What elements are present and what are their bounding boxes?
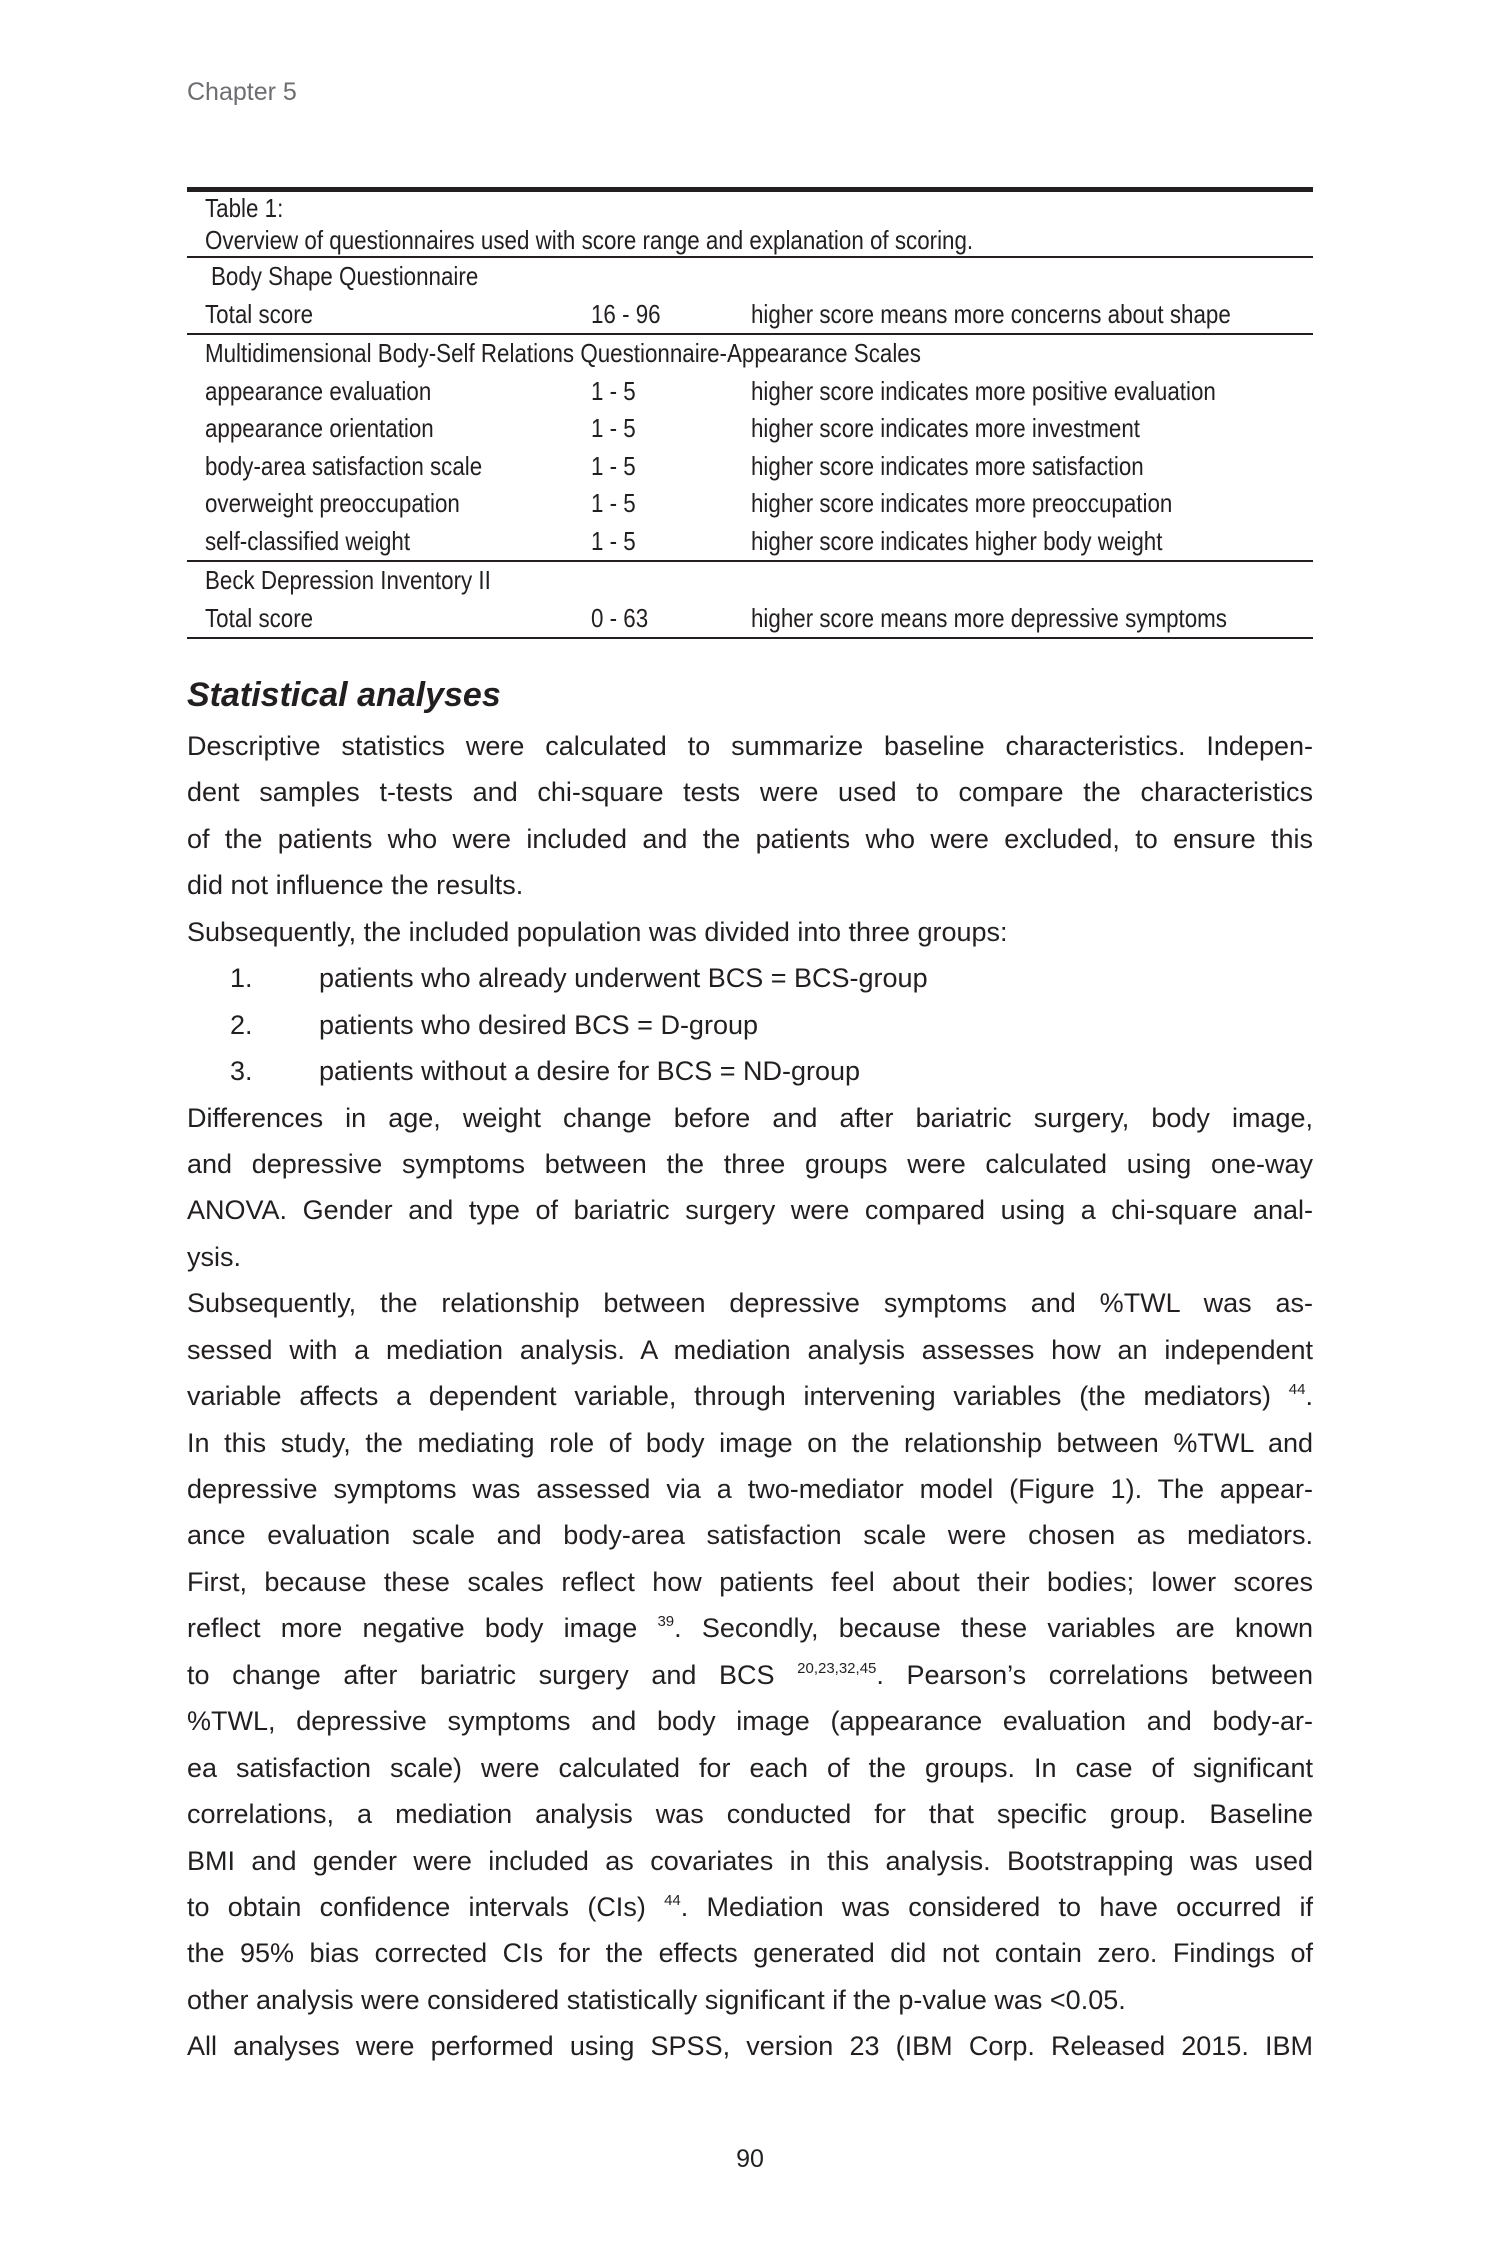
measure-cell: appearance orientation <box>205 413 434 443</box>
measure-cell: body-area satisfaction scale <box>205 450 483 481</box>
text-line <box>187 1745 1313 1791</box>
group-title-text: Beck Depression Inventory II <box>205 565 491 595</box>
text-segment: ance evaluation scale and body-area satisfaction scale were chosen as mediators. <box>187 1520 1313 1551</box>
measure-cell: Total score <box>205 298 314 329</box>
list-item <box>187 1048 1313 1094</box>
range-cell: 1 - 5 <box>591 450 636 481</box>
text-line <box>187 1420 1313 1466</box>
text-segment: . Secondly, because these variables are known <box>674 1613 1313 1644</box>
table-row <box>187 296 1313 334</box>
table-label <box>187 192 1313 224</box>
explanation-cell: higher score indicates higher body weight <box>751 525 1163 556</box>
range-cell: 0 - 63 <box>591 602 649 633</box>
table-rule <box>187 637 1313 639</box>
text-line <box>187 909 1313 955</box>
text-segment: Differences in age, weight change before and after bariatric surgery, body image, <box>187 1102 1313 1133</box>
text-line <box>187 769 1313 815</box>
text-segment: . Pearson’s correlations between <box>876 1659 1313 1690</box>
text-segment: sessed with a mediation analysis. A mediation analysis assesses how an independent <box>187 1334 1313 1365</box>
text-line <box>187 816 1313 862</box>
text-segment: . <box>1305 1381 1313 1412</box>
table-row <box>187 485 1313 523</box>
text-line <box>187 1095 1313 1141</box>
table-caption <box>187 224 1313 256</box>
text-segment: In this study, the mediating role of body image on the relationship between %TWL and <box>187 1427 1313 1458</box>
text-line <box>187 1977 1313 2023</box>
citation-superscript: 44 <box>1288 1381 1306 1399</box>
explanation-cell: higher score indicates more investment <box>751 413 1141 443</box>
range-cell: 16 - 96 <box>591 298 661 329</box>
text-line <box>187 1234 1313 1280</box>
page-number: 90 <box>736 2145 764 2173</box>
citation-superscript: 44 <box>664 1891 681 1909</box>
text-line <box>187 1141 1313 1187</box>
text-segment: dent samples t-tests and chi-square tests were used to compare the characteristics <box>187 777 1313 808</box>
range-cell: 1 - 5 <box>591 413 636 443</box>
section-heading: Statistical analyses <box>187 676 501 714</box>
measure-cell: appearance evaluation <box>205 375 432 406</box>
table-row <box>187 410 1313 448</box>
list-item <box>187 1002 1313 1048</box>
list-text: patients without a desire for BCS = ND-group <box>319 1056 861 1087</box>
range-cell: 1 - 5 <box>591 525 636 556</box>
table-caption-text: Overview of questionnaires used with score range and explanation of scoring. <box>205 225 974 255</box>
text-line <box>187 1652 1313 1698</box>
explanation-cell: higher score means more concerns about shape <box>751 298 1231 329</box>
table-group-title <box>187 258 1313 296</box>
text-line <box>187 1280 1313 1326</box>
citation-superscript: 39 <box>657 1613 675 1631</box>
text-line <box>187 1698 1313 1744</box>
text-segment: correlations, a mediation analysis was conducted for that specific group. Baseline <box>187 1799 1313 1830</box>
text-line <box>187 862 1313 908</box>
table-row <box>187 448 1313 486</box>
table-group-title <box>187 335 1313 373</box>
text-line <box>187 1466 1313 1512</box>
text-segment: depressive symptoms was assessed via a two-mediator model (Figure 1). The appear- <box>187 1474 1313 1504</box>
text-segment: and depressive symptoms between the three groups were calculated using one-way <box>187 1148 1313 1179</box>
text-segment: to change after bariatric surgery and BCS <box>187 1659 798 1690</box>
text-segment: First, because these scales reflect how patients feel about their bodies; lower scores <box>187 1566 1313 1597</box>
text-line <box>187 1187 1313 1233</box>
measure-cell: self-classified weight <box>205 525 411 556</box>
table-label-text: Table 1: <box>205 193 284 223</box>
measure-cell: overweight preoccupation <box>205 488 460 518</box>
list-number: 2. <box>230 1009 253 1040</box>
measure-cell: Total score <box>205 602 314 633</box>
list-number: 1. <box>230 963 253 994</box>
text-segment: ysis. <box>187 1241 241 1272</box>
text-segment: Descriptive statistics were calculated to summarize baseline characteristics. Indepen- <box>187 731 1313 761</box>
text-line <box>187 1559 1313 1605</box>
explanation-cell: higher score indicates more positive evaluation <box>751 375 1216 406</box>
explanation-cell: higher score indicates more preoccupation <box>751 488 1173 518</box>
text-segment: . Mediation was considered to have occurred if <box>680 1891 1314 1922</box>
text-segment: BMI and gender were included as covariates in this analysis. Bootstrapping was used <box>187 1845 1313 1876</box>
explanation-cell: higher score indicates more satisfaction <box>751 450 1144 481</box>
text-segment: Subsequently, the relationship between depressive symptoms and %TWL was as- <box>187 1288 1313 1319</box>
group-title-text: Multidimensional Body-Self Relations Questionnaire-Appearance Scales <box>205 338 921 368</box>
text-segment: %TWL, depressive symptoms and body image (appearance evaluation and body-ar- <box>187 1706 1313 1737</box>
text-segment: reflect more negative body image <box>187 1613 658 1644</box>
text-line <box>187 1327 1313 1373</box>
text-line <box>187 1791 1313 1837</box>
text-line <box>187 1838 1313 1884</box>
table-row <box>187 600 1313 638</box>
list-text: patients who desired BCS = D-group <box>319 1009 758 1040</box>
text-segment: to obtain confidence intervals (CIs) <box>187 1891 665 1922</box>
text-segment: Subsequently, the included population was divided into three groups: <box>187 916 1008 947</box>
table-row <box>187 373 1313 411</box>
text-line <box>187 1930 1313 1976</box>
list-item <box>187 955 1313 1001</box>
text-line <box>187 723 1313 769</box>
text-segment: did not influence the results. <box>187 870 524 901</box>
questionnaire-table <box>187 187 1313 639</box>
text-segment: variable affects a dependent variable, through intervening variables (the mediators) <box>187 1381 1289 1412</box>
text-line <box>187 1884 1313 1930</box>
range-cell: 1 - 5 <box>591 375 636 406</box>
table-group-title <box>187 562 1313 600</box>
text-segment: of the patients who were included and the patients who were excluded, to ensure this <box>187 823 1313 854</box>
list-text: patients who already underwent BCS = BCS-group <box>319 963 928 994</box>
text-segment: other analysis were considered statistically significant if the p-value was <0.05. <box>187 1984 1126 2015</box>
range-cell: 1 - 5 <box>591 488 636 518</box>
text-segment: All analyses were performed using SPSS, version 23 (IBM Corp. Released 2015. IBM <box>187 2031 1313 2062</box>
group-title-text: Body Shape Questionnaire <box>211 261 479 291</box>
text-line <box>187 1373 1313 1419</box>
text-segment: the 95% bias corrected CIs for the effects generated did not contain zero. Findings of <box>187 1938 1313 1969</box>
text-segment: ANOVA. Gender and type of bariatric surgery were compared using a chi-square anal- <box>187 1195 1313 1226</box>
text-segment: ea satisfaction scale) were calculated for each of the groups. In case of significant <box>187 1752 1313 1783</box>
text-line <box>187 2023 1313 2069</box>
body-text <box>187 723 1313 2070</box>
running-head: Chapter 5 <box>187 78 297 106</box>
text-line <box>187 1512 1313 1558</box>
table-row <box>187 523 1313 561</box>
citation-superscript: 20,23,32,45 <box>797 1659 877 1677</box>
explanation-cell: higher score means more depressive symptoms <box>751 602 1227 633</box>
list-number: 3. <box>230 1056 253 1087</box>
text-line <box>187 1605 1313 1651</box>
